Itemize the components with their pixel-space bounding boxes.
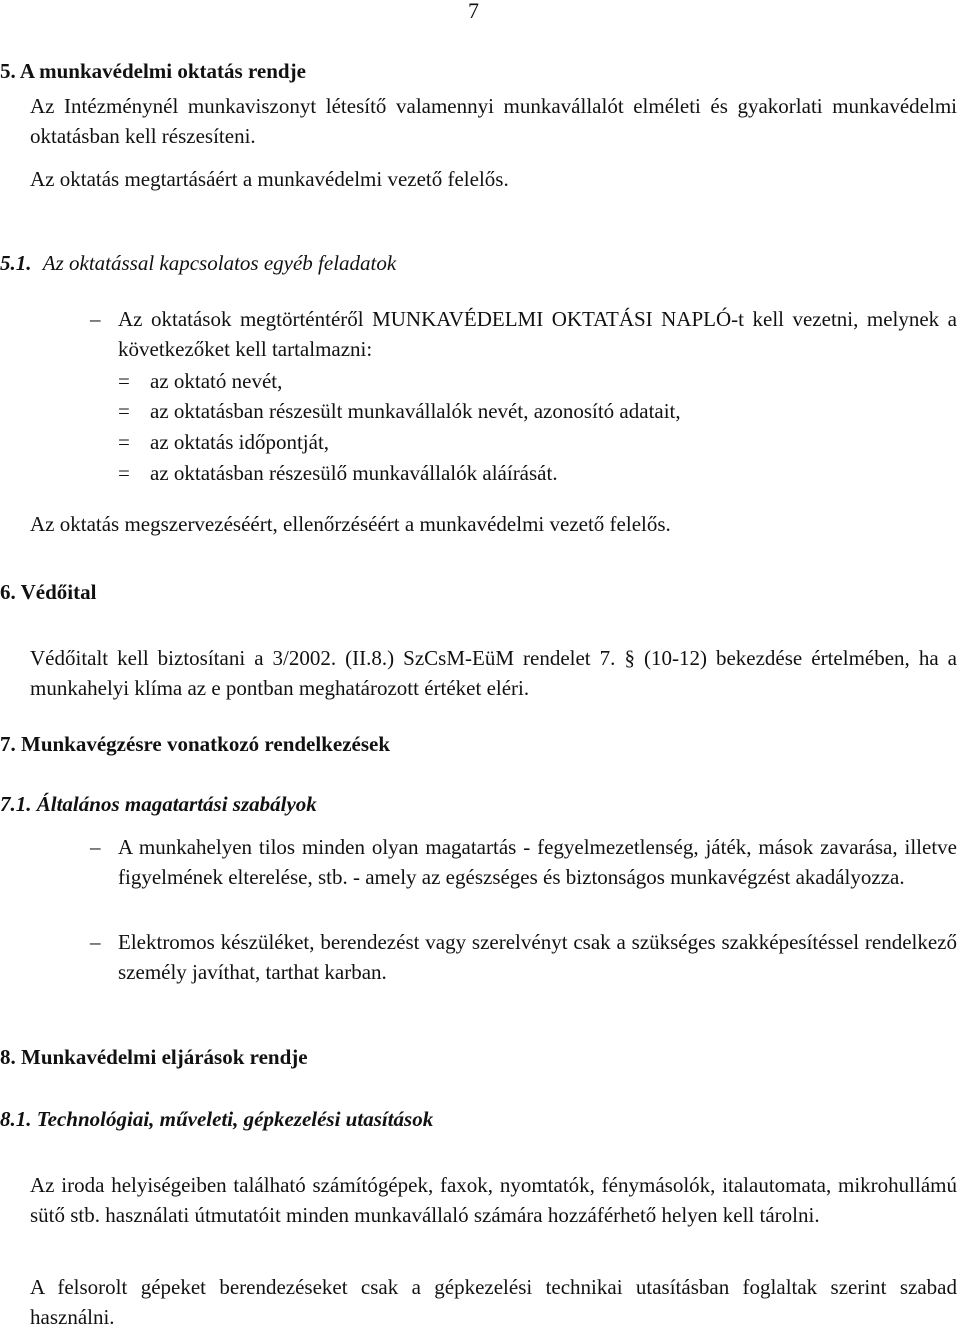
dash-marker: – — [90, 835, 101, 859]
sub-list-item-text: az oktatásban részesülő munkavállalók aláírását. — [150, 461, 558, 485]
section-7-1-heading — [0, 789, 317, 819]
equals-marker: = — [118, 399, 130, 423]
equals-marker: = — [118, 461, 130, 485]
section-5-1-heading — [0, 248, 396, 278]
section-6-heading — [0, 577, 96, 607]
sub-list-item-text: az oktató nevét, — [150, 369, 283, 393]
heading-text: 8. Munkavédelmi eljárások rendje — [0, 1045, 308, 1069]
sub-list-item — [118, 366, 918, 396]
list-item-text: A munkahelyen tilos minden olyan magatartás - fegyelmezetlenség, játék, mások zavarása, illetve figyelmének elterelése, stb. - amely az egészséges és biztonságos munkavégzést akadályozza. — [118, 835, 957, 889]
equals-marker: = — [118, 430, 130, 454]
section-8-1-paragraph-2: A felsorolt gépeket berendezéseket csak a gépkezelési technikai utasításban foglaltak szerint szabad használni. — [30, 1275, 957, 1329]
section-8-1-heading — [0, 1104, 433, 1134]
section-6-paragraph: Védőitalt kell biztosítani a 3/2002. (II.8.) SzCsM-EüM rendelet 7. § (10-12) bekezdése értelmében, ha a munkahelyi klíma az e pontban meghatározott értéket eléri. — [30, 646, 957, 700]
list-item — [90, 304, 957, 364]
list-item — [90, 927, 957, 987]
sub-list-item-text: az oktatás időpontját, — [150, 430, 330, 454]
page-number: 7 — [468, 0, 479, 23]
section-7-heading — [0, 729, 390, 759]
heading-text: Az oktatással kapcsolatos egyéb feladatok — [42, 251, 397, 275]
list-item — [90, 832, 957, 892]
dash-marker: – — [90, 930, 101, 954]
section-8-1-paragraph-1: Az iroda helyiségeiben található számítógépek, faxok, nyomtatók, fénymásolók, italautomata, mikrohullámú sütő stb. használati útmutatóit minden munkavállaló számára hozzáférhető helyen kell tárolni. — [30, 1173, 957, 1227]
list-item-text: Az oktatások megtörténtéről MUNKAVÉDELMI OKTATÁSI NAPLÓ-t kell vezetni, melynek a következőket kell tartalmazni: — [118, 307, 957, 361]
section-5-paragraph-2: Az oktatás megtartásáért a munkavédelmi vezető felelős. — [30, 167, 509, 191]
sub-list-item — [118, 396, 918, 426]
heading-text: 6. Védőital — [0, 580, 97, 604]
heading-text: 7. Munkavégzésre vonatkozó rendelkezések — [0, 732, 391, 756]
heading-text: 8.1. Technológiai, műveleti, gépkezelési utasítások — [0, 1107, 434, 1131]
equals-marker: = — [118, 369, 130, 393]
heading-number: 5.1. — [0, 251, 32, 275]
section-5-paragraph-1: Az Intézménynél munkaviszonyt létesítő valamennyi munkavállalót elméleti és gyakorlati munkavédelmi oktatásban kell részesíteni. — [30, 94, 957, 148]
sub-list-item — [118, 458, 918, 488]
sub-list-item — [118, 427, 918, 457]
list-item-text: Elektromos készüléket, berendezést vagy szerelvényt csak a szükséges szakképesítéssel rendelkező személy javíthat, tarthat karban. — [118, 930, 957, 984]
section-5-1-paragraph: Az oktatás megszervezéséért, ellenőrzéséért a munkavédelmi vezető felelős. — [30, 512, 671, 536]
heading-text: 5. A munkavédelmi oktatás rendje — [0, 59, 306, 83]
section-5-heading — [0, 56, 306, 86]
sub-list-item-text: az oktatásban részesült munkavállalók nevét, azonosító adatait, — [150, 399, 681, 423]
dash-marker: – — [90, 307, 101, 331]
heading-text: 7.1. Általános magatartási szabályok — [0, 792, 317, 816]
section-8-heading — [0, 1042, 308, 1072]
